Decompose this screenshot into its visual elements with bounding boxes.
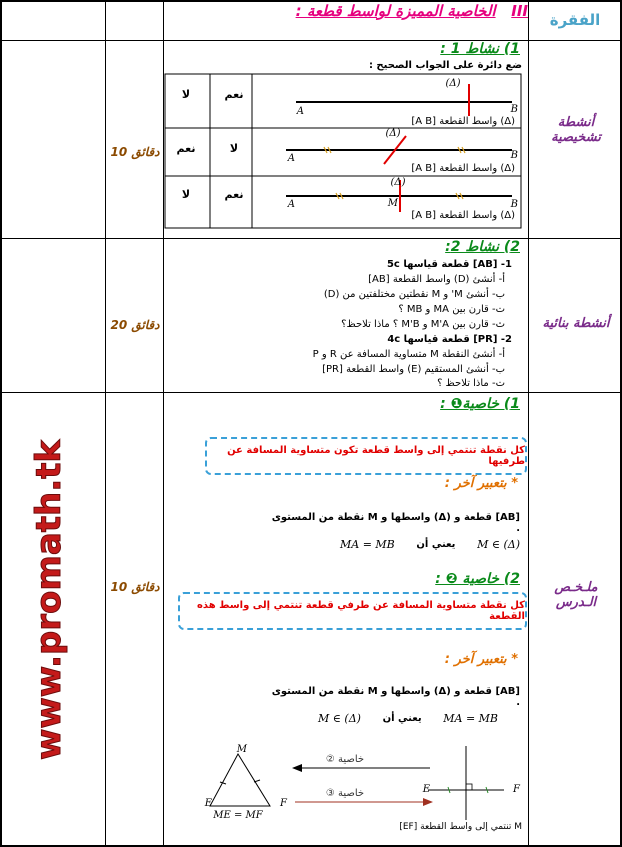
border-left xyxy=(0,0,2,847)
row-label-diagnostic: أنشطة تشخيصية xyxy=(551,115,601,145)
point-b-2: B xyxy=(510,150,518,161)
restate1-formula xyxy=(340,538,520,551)
restate1-text: [AB] قطعة و (Δ) واسطها و M نقطة من المستوى . xyxy=(271,512,520,534)
point-b-1: B xyxy=(510,104,518,115)
duration-diagnostic: 10 دقائق xyxy=(110,145,160,159)
activity1-instruction: ضع دائرة على الجواب الصحيح : xyxy=(368,60,522,71)
point-a-2: A xyxy=(287,153,295,164)
title-text: الخاصية المميزة لواسط قطعة : xyxy=(295,2,496,20)
activity2-line: ت- ماذا تلاحظ ؟ xyxy=(437,378,505,389)
choice2-no[interactable]: لا xyxy=(229,142,239,155)
restate2-title: * بتعبير آخر : xyxy=(444,652,518,667)
title-number: III xyxy=(511,2,528,20)
point-b-3: B xyxy=(510,199,518,210)
property1-title: 1) خاصية❶ : xyxy=(440,396,520,412)
choice1-yes[interactable]: نعم xyxy=(224,88,244,101)
property2-text: كل نقطة متساوية المسافة عن طرفي قطعة تنتمي إلى واسط هذه القطعة xyxy=(197,600,525,622)
choice3-yes[interactable]: نعم xyxy=(224,188,244,201)
activity2-line: ب- أنشئ M' و M نقطتين مختلفتين من (D) xyxy=(323,289,505,300)
activity2-line: ث- قارن بين M'A و M'B ؟ ماذا تلاحظ؟ xyxy=(341,319,505,330)
page-title xyxy=(260,2,528,24)
row-label-summary xyxy=(532,580,620,610)
tri-point-e: E xyxy=(204,798,212,809)
col-divider xyxy=(105,0,106,847)
activity2-line: 2- [PR] قطعة قياسها 4c xyxy=(387,334,512,345)
section-label: الفقرة xyxy=(549,11,601,29)
restate2-math-left: M ∈ (Δ) xyxy=(318,712,361,725)
caption-3: (Δ) واسط القطعة [A B] xyxy=(411,210,515,221)
activity1-title: 1) نشاط 1 : xyxy=(440,41,520,57)
property2-title: 2) خاصية ❷ : xyxy=(435,571,520,587)
watermark-text: www.promath.tk xyxy=(29,439,69,761)
caption-2: (Δ) واسط القطعة [A B] xyxy=(411,163,515,174)
duration-summary: 10 دقائق xyxy=(110,580,160,594)
point-a-3: A xyxy=(287,199,295,210)
delta-label-2: (Δ) xyxy=(385,128,401,139)
property1-box xyxy=(205,437,527,475)
restate2-means: يعني أن xyxy=(382,713,422,724)
arrow1-label: خاصية ② xyxy=(325,754,365,765)
caption-1: (Δ) واسط القطعة [A B] xyxy=(411,116,515,127)
activity2-line: ب- أنشئ المستقيم (E) واسط القطعة [PR] xyxy=(322,364,505,375)
activity2-line: أ- أنشئ (D) واسط القطعة [AB] xyxy=(368,274,505,285)
restate2-text: [AB] قطعة و (Δ) واسطها و M نقطة من المستوى . xyxy=(271,686,520,708)
choice2-yes[interactable]: نعم xyxy=(176,142,196,155)
restate2-formula xyxy=(318,712,498,725)
restate2-math-right: MA = MB xyxy=(443,712,498,725)
summary-label-line1: ملـخـص xyxy=(554,580,598,595)
col-divider xyxy=(528,0,529,847)
delta-label-3: (Δ) xyxy=(390,177,406,188)
choice1-no[interactable]: لا xyxy=(181,88,191,101)
perp-point-f: F xyxy=(513,784,520,795)
restate1-math-left: MA = MB xyxy=(340,538,395,551)
watermark-logo xyxy=(8,380,103,820)
delta-label-1: (Δ) xyxy=(445,78,461,89)
choice3-no[interactable]: لا xyxy=(181,188,191,201)
perp-point-e: E xyxy=(422,784,430,795)
property2-box xyxy=(178,592,527,630)
restate1-math-right: M ∈ (Δ) xyxy=(477,538,520,551)
point-m: M xyxy=(387,198,398,209)
summary-label-line2: الـدرس xyxy=(555,595,597,610)
tri-point-f: F xyxy=(280,798,287,809)
row-label-constructive: أنشطة بنائية xyxy=(542,316,610,331)
restate1-title: * بتعبير آخر : xyxy=(444,476,518,491)
activity2-line: ت- قارن بين MA و MB ؟ xyxy=(398,304,505,315)
triangle-caption: ME = MF xyxy=(213,810,263,821)
tri-point-m: M xyxy=(236,744,247,755)
activity2-line: أ- أنشئ النقطة M متساوية المسافة عن R و P xyxy=(312,349,505,360)
perp-caption: M تنتمي إلى واسط القطعة [EF] xyxy=(399,822,522,832)
activity2-title: 2) نشاط 2: xyxy=(445,239,520,255)
restate1-means: يعني أن xyxy=(416,539,456,550)
point-a-1: A xyxy=(296,106,304,117)
activity2-line: 1- [AB] قطعة قياسها 5c xyxy=(386,259,512,270)
arrow2-label: خاصية ③ xyxy=(325,788,365,799)
duration-constructive: 20 دقائق xyxy=(110,318,160,332)
property1-text: كل نقطة تنتمي إلى واسط قطعة تكون متساوية المسافة عن طرفيها xyxy=(227,445,525,467)
